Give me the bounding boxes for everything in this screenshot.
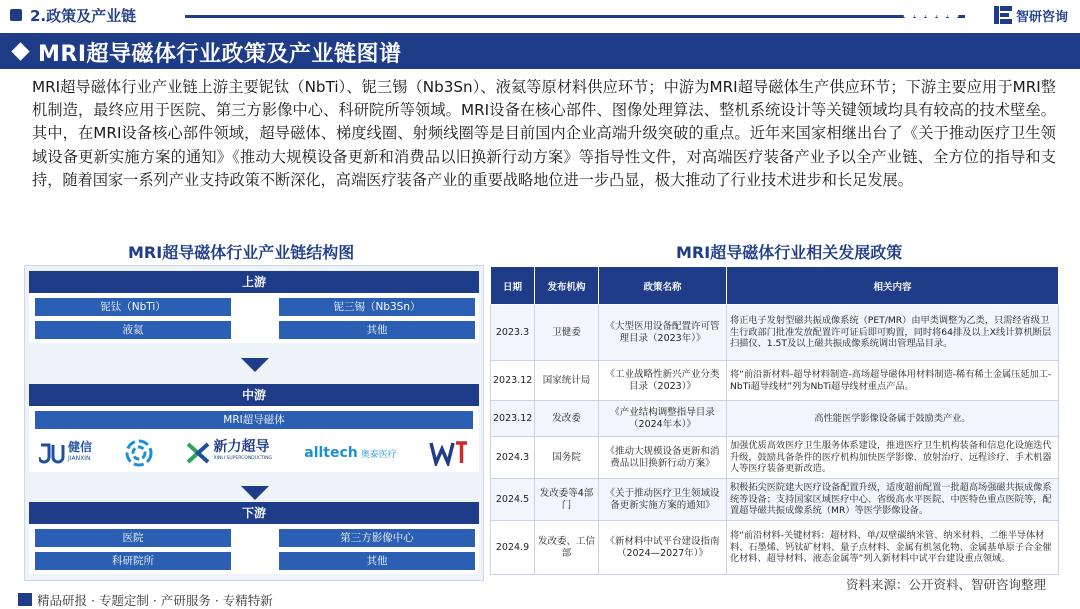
wst-logo-icon <box>429 440 469 466</box>
table-row <box>491 479 1059 521</box>
upstream-item: 其他 <box>279 321 475 339</box>
jianxin-logo-icon <box>39 441 92 465</box>
down-arrow-icon <box>241 486 269 500</box>
policy-table <box>490 266 1059 575</box>
policy-org: 发改委等4部门 <box>535 479 599 521</box>
footer-tagline: 精品研报 · 专题定制 · 产研服务 · 专精特新 <box>37 592 273 608</box>
policy-content: 积极拓尖医院建大医疗设备配置升级，适度超前配置一批超高场强磁共振成像系统等设备；支持国家区域医疗中心、省级高水平医院、中医特色重点医院等，配置超导磁共振成像系统（MR）等医学影像设备。 <box>727 479 1059 521</box>
diamond-icon <box>11 42 29 60</box>
policy-content: 将“前沿材料-关键材料：超材料、单/双壁碳纳米管、纳米材料、二维半导体材料、石墨烯、钙钛矿材料、量子点材料、金属有机氢化物、金属基单原子合金催化材料、超导材料、液态金属等”列入新材料中试平台建设重点领域。 <box>727 521 1059 575</box>
table-header-row <box>491 267 1059 305</box>
column-header: 日期 <box>491 267 535 305</box>
section-square-icon <box>10 9 22 21</box>
midstream-label: 中游 <box>29 384 479 406</box>
company-name: 健信 <box>68 440 93 454</box>
chain-heading: MRI超导磁体行业产业链结构图 <box>128 243 355 262</box>
column-header: 相关内容 <box>727 267 1059 305</box>
policy-name: 《产业结构调整指导目录（2024年本）》 <box>599 401 727 437</box>
company-name: 新力超导 <box>213 439 270 455</box>
company-sub: 奥泰医疗 <box>360 449 397 460</box>
company-sub: XINLI SUPERCONDUCTING <box>213 456 273 461</box>
downstream-group <box>29 502 479 574</box>
policy-date: 2023.12 <box>491 361 535 401</box>
section-title: 2.政策及产业链 <box>30 7 137 25</box>
company-logos <box>39 435 469 471</box>
policy-content: 高性能医学影像设备属于鼓励类产业。 <box>727 401 1059 437</box>
midstream-item: MRI超导磁体 <box>35 411 473 429</box>
downstream-label: 下游 <box>29 502 479 524</box>
policy-org: 国务院 <box>535 437 599 479</box>
column-header: 发布机构 <box>535 267 599 305</box>
alltech-logo-icon <box>304 445 397 461</box>
policy-date: 2023.12 <box>491 401 535 437</box>
downstream-item: 医院 <box>35 529 231 547</box>
policy-content: 将“前沿新材料-超导材料制造-高场超导磁体用材料制造-稀有稀土金属压延加工-NbTi超导线材”列为NbTi超导线材重点产品。 <box>727 361 1059 401</box>
downstream-item: 第三方影像中心 <box>279 529 475 547</box>
footer <box>18 590 273 609</box>
upstream-group <box>29 271 479 343</box>
title-band <box>0 33 1080 69</box>
upstream-label: 上游 <box>29 271 479 293</box>
policy-date: 2024.3 <box>491 437 535 479</box>
policy-date: 2023.3 <box>491 305 535 361</box>
policy-heading: MRI超导磁体行业相关发展政策 <box>676 243 903 262</box>
down-arrow-icon <box>241 358 269 372</box>
table-row <box>491 361 1059 401</box>
source-note: 资料来源：公开资料、智研咨询整理 <box>845 577 1046 592</box>
page-title: MRI超导磁体行业政策及产业链图谱 <box>38 42 402 67</box>
policy-org: 国家统计局 <box>535 361 599 401</box>
circle-logo-icon <box>124 438 154 468</box>
policy-name: 《推动大规模设备更新和消费品以旧换新行动方案》 <box>599 437 727 479</box>
xinli-logo-icon <box>186 441 272 465</box>
upstream-item: 液氦 <box>35 321 231 339</box>
policy-org: 卫健委 <box>535 305 599 361</box>
section-divider <box>185 15 965 18</box>
policy-content: 加强优质高效医疗卫生服务体系建设，推进医疗卫生机构装备和信息化设施迭代升级，鼓励具备条件的医疗机构加快医学影像、放射治疗、远程诊疗、手术机器人等医疗装备更新改造。 <box>727 437 1059 479</box>
policy-name: 《新材料中试平台建设指南（2024—2027年）》 <box>599 521 727 575</box>
top-bar <box>0 0 1080 32</box>
table-row <box>491 401 1059 437</box>
company-sub: JIANXIN <box>68 455 91 462</box>
upstream-item: 铌钛（NbTi） <box>35 298 231 316</box>
zhiyan-logo-icon <box>994 6 1012 24</box>
policy-name: 《工业战略性新兴产业分类目录（2023）》 <box>599 361 727 401</box>
intro-paragraph: MRI超导磁体行业产业链上游主要铌钛（NbTi）、铌三锡（Nb3Sn）、液氦等原材料供应环节；中游为MRI超导磁体生产供应环节；下游主要应用于MRI整机制造，最终应用于医院、第三方影像中心、科研院所等领域。MRI设备在核心部件、图像处理算法、整机系统设计等关键领域均具有较高的技术壁垒。其中，在MRI设备核心部件领域，超导磁体、梯度线圈、射频线圈等是目前国内企业高端升级突破的重点。近年来国家相继出台了《关于推动医疗卫生领域设备更新实施方案的通知》《推动大规模设备更新和消费品以旧换新行动方案》等指导性文件，对高端医疗装备产业予以全产业链、全方位的指导和支持，随着国家一系列产业支持政策不断深化，高端医疗装备产业的重要战略地位进一步凸显，极大推动了行业技术进步和长足发展。 <box>32 78 1056 189</box>
policy-date: 2024.5 <box>491 479 535 521</box>
divider-diamond-dots <box>905 12 957 20</box>
company-name: alltech <box>304 445 358 461</box>
brand-name: 智研咨询 <box>1015 9 1068 25</box>
downstream-item: 科研院所 <box>35 552 231 570</box>
zhiyan-small-logo-icon <box>18 593 32 606</box>
brand-logo <box>994 4 1068 26</box>
upstream-item: 铌三锡（Nb3Sn） <box>279 298 475 316</box>
midstream-group <box>29 384 479 472</box>
policy-org: 发改委、工信部 <box>535 521 599 575</box>
policy-name: 《关于推动医疗卫生领域设备更新实施方案的通知》 <box>599 479 727 521</box>
policy-org: 发改委 <box>535 401 599 437</box>
industry-chain-diagram <box>24 265 484 581</box>
table-row <box>491 521 1059 575</box>
policy-name: 《大型医用设备配置许可管理目录（2023年）》 <box>599 305 727 361</box>
policy-content: 将正电子发射型磁共振成像系统（PET/MR）由甲类调整为乙类，只需经省级卫生行政部门批准发放配置许可证后即可购置，同时将64排及以上X线计算机断层扫描仪、1.5T及以上磁共振成像系统调出管理品目录。 <box>727 305 1059 361</box>
table-row <box>491 437 1059 479</box>
column-header: 政策名称 <box>599 267 727 305</box>
policy-date: 2024.9 <box>491 521 535 575</box>
table-row <box>491 305 1059 361</box>
downstream-item: 其他 <box>279 552 475 570</box>
